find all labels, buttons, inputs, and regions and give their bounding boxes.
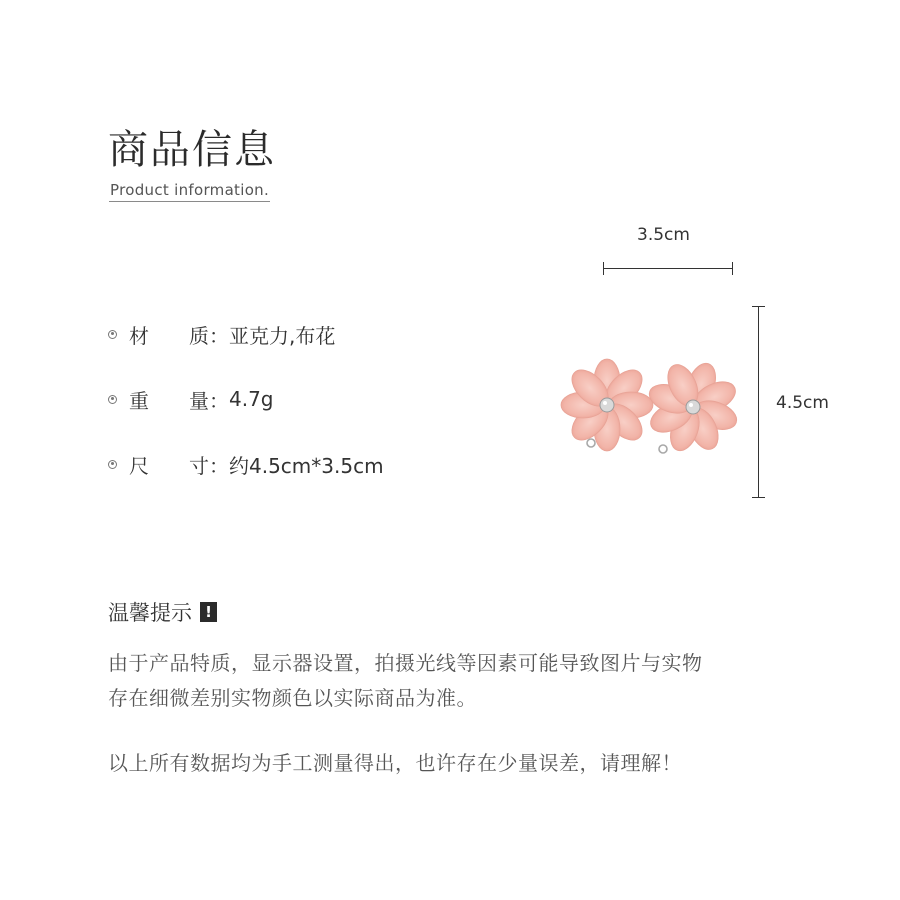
spec-value: 4.7g (229, 387, 274, 411)
page-title: 商品信息 (108, 127, 276, 173)
bullet-icon (108, 460, 117, 469)
height-dimension-line (758, 306, 759, 498)
right-earring-loop (659, 445, 667, 453)
width-dimension-label: 3.5cm (637, 225, 690, 245)
width-dimension-line (603, 268, 733, 269)
bullet-icon (108, 395, 117, 404)
warning-icon: ! (200, 602, 217, 622)
spec-value: 亚克力,布花 (229, 323, 336, 348)
notice-line-2: 存在细微差别实物颜色以实际商品为准。 (108, 686, 477, 710)
flower-earrings-image (555, 355, 745, 465)
height-dimension-label: 4.5cm (776, 393, 829, 413)
notice-line-1: 由于产品特质，显示器设置，拍摄光线等因素可能导致图片与实物 (108, 651, 703, 675)
notice-line-3: 以上所有数据均为手工测量得出，也许存在少量误差，请理解！ (108, 751, 682, 775)
bullet-icon (108, 330, 117, 339)
spec-value: 约4.5cm*3.5cm (229, 453, 384, 478)
right-flower (645, 359, 740, 454)
notice-title: 温馨提示 (108, 601, 192, 625)
left-flower (561, 359, 653, 451)
notice-heading (108, 597, 217, 627)
width-dimension-tick-left (603, 262, 604, 275)
spec-row-material (108, 320, 335, 348)
left-earring-loop (587, 439, 595, 447)
height-dimension-tick-bottom (752, 497, 765, 498)
spec-key: 尺 寸： (129, 453, 229, 478)
width-dimension-tick-right (732, 262, 733, 275)
subtitle-underline (109, 201, 270, 202)
spec-key: 材 质： (129, 323, 229, 348)
height-dimension-tick-top (752, 306, 765, 307)
page-subtitle: Product information. (110, 181, 270, 199)
spec-row-size (108, 450, 384, 478)
spec-key: 重 量： (129, 388, 229, 413)
spec-row-weight (108, 385, 274, 413)
